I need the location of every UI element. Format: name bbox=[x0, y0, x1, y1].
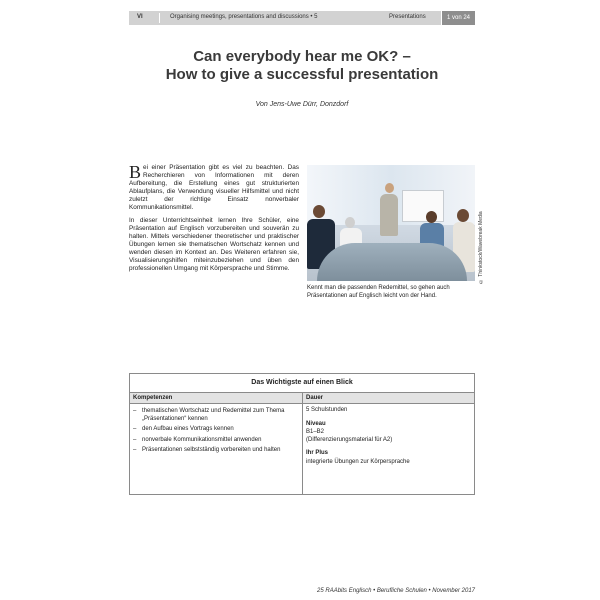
header-divider bbox=[159, 13, 160, 23]
duration-value: 5 Schulstunden bbox=[306, 407, 348, 413]
page-counter: 1 von 24 bbox=[442, 11, 475, 25]
intro-paragraph-1-text: ei einer Präsentation gibt es viel zu beachten. Das Recherchieren von Informationen mit deren Aufbereitung, die Erstellung eines gut strukturierten Ablaufplans, die Verwendung visueller Hilfsmittel und nicht zuletzt der richtige Einsatz nonverbaler Kommunikationsmittel. bbox=[129, 164, 299, 211]
page-footer: 25 RAAbits Englisch • Berufliche Schulen • November 2017 bbox=[317, 588, 475, 594]
list-item: – thematischen Wortschatz und Redemittel zum Thema „Präsentationen“ kennen bbox=[133, 408, 298, 423]
photo-presenter bbox=[380, 194, 398, 236]
level-note: (Differenzierungsmaterial für A2) bbox=[306, 436, 393, 443]
photo-presenter-head bbox=[385, 183, 394, 193]
level-label: Niveau bbox=[306, 420, 326, 427]
intro-paragraph-1 bbox=[129, 164, 299, 212]
competencies-column bbox=[130, 393, 303, 494]
summary-box bbox=[129, 373, 475, 495]
photo-credit: © Thinkstock/Wavebreak Media bbox=[478, 211, 484, 284]
drop-cap: B bbox=[129, 162, 142, 182]
title-line-1: Can everybody hear me OK? – bbox=[193, 48, 411, 65]
competencies-heading: Kompetenzen bbox=[130, 393, 302, 404]
title-line-2: How to give a successful presentation bbox=[165, 66, 439, 83]
plus-value: integrierte Übungen zur Körpersprache bbox=[306, 458, 410, 465]
author-line: Von Jens-Uwe Dürr, Donzdorf bbox=[255, 101, 349, 108]
list-item: – Präsentationen selbstständig vorbereiten und halten bbox=[133, 447, 298, 455]
duration-heading: Dauer bbox=[303, 393, 474, 404]
page-title bbox=[129, 48, 475, 84]
plus-label: Ihr Plus bbox=[306, 450, 329, 456]
photo-flipchart bbox=[402, 190, 444, 222]
photo-person-head bbox=[457, 209, 469, 222]
intro-paragraph-2: In dieser Unterrichtseinheit lernen Ihre Schüler, eine Präsentation auf Englisch vorzubereiten und souverän zu halten. Mittels verschiedener theoretischer und praktischer Übungen lernen sie thematischen Wortschatz kennen und wenden diesen im Kontext an. Des Weiteren erfahren sie, Visualisierungshilfen miteinzubeziehen und üben den professionellen Umgang mit Körpersprache und Stimme. bbox=[129, 217, 299, 272]
list-item: – nonverbale Kommunikationsmittel anwenden bbox=[133, 437, 298, 445]
details-column bbox=[303, 393, 474, 494]
intro-text bbox=[129, 164, 299, 278]
meeting-photo bbox=[307, 165, 475, 281]
level-value: B1–B2 bbox=[306, 429, 325, 435]
unit-title: Organising meetings, presentations and discussions • 5 bbox=[170, 14, 318, 20]
list-item: – den Aufbau eines Vortrags kennen bbox=[133, 426, 298, 434]
summary-box-title: Das Wichtigste auf einen Blick bbox=[130, 374, 474, 393]
photo-table bbox=[317, 243, 467, 281]
photo-person-head bbox=[426, 211, 437, 223]
details-values bbox=[303, 407, 474, 466]
photo-person-head bbox=[313, 205, 325, 218]
topic-label: Presentations bbox=[389, 14, 426, 20]
section-number: VI bbox=[137, 14, 143, 20]
photo-person-head bbox=[345, 217, 355, 228]
page-header bbox=[129, 11, 475, 25]
competencies-list bbox=[130, 408, 302, 455]
photo-caption: Kennt man die passenden Redemittel, so gehen auch Präsentationen auf Englisch leicht von der Hand. bbox=[307, 285, 450, 299]
